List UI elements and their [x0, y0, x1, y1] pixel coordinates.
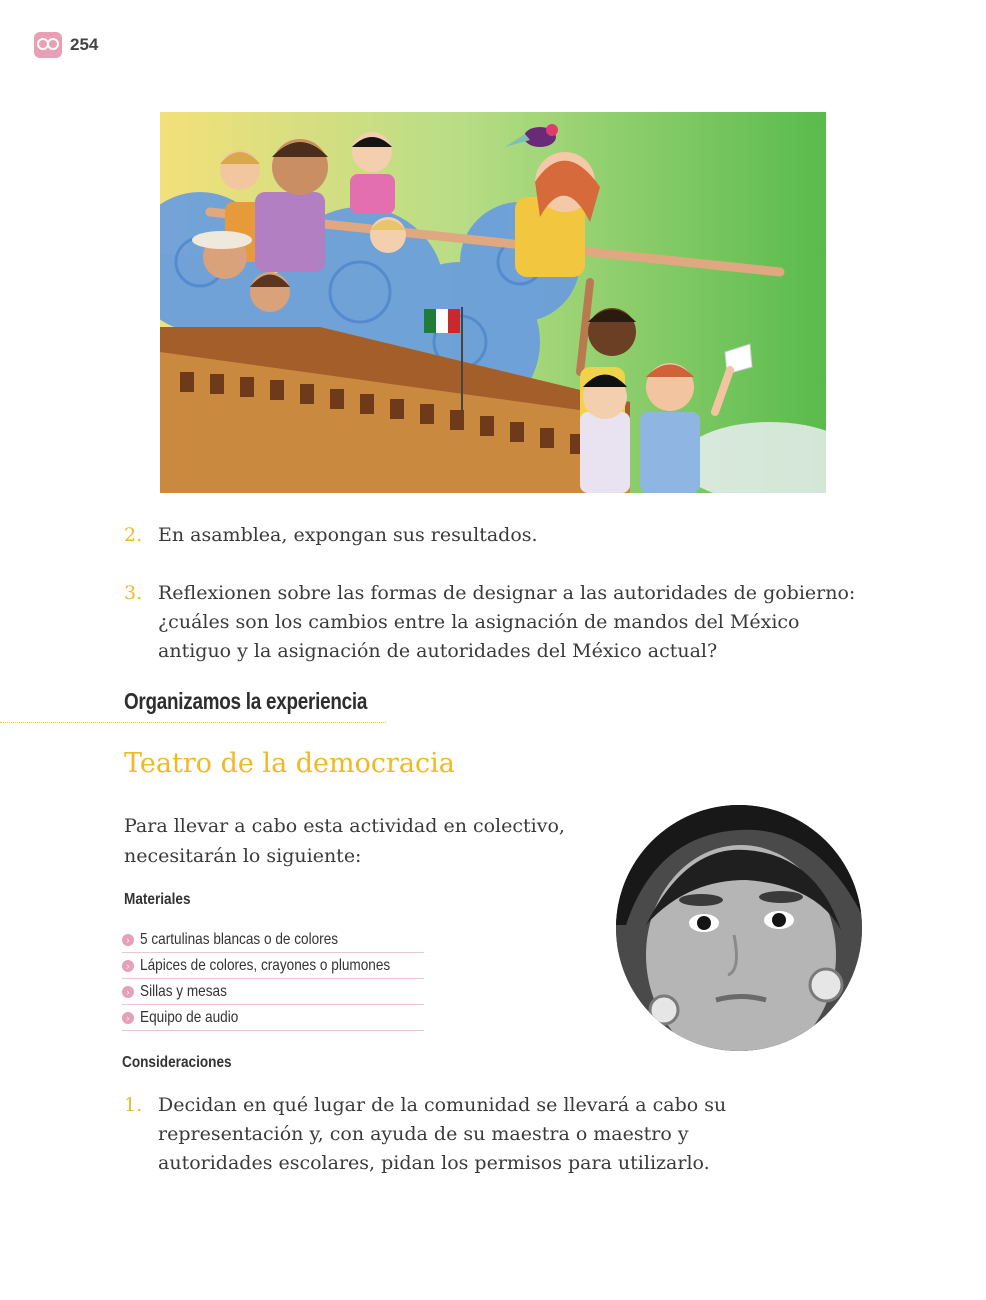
chevron-right-icon: ›	[122, 986, 134, 998]
materials-heading: Materiales	[124, 891, 191, 908]
chevron-right-icon: ›	[122, 934, 134, 946]
section-divider	[0, 722, 386, 723]
material-label: Lápices de colores, crayones o plumones	[140, 956, 391, 974]
item-number: 3.	[124, 582, 143, 604]
list-item	[122, 1005, 424, 1031]
list-item	[122, 927, 424, 953]
considerations-heading: Consideraciones	[122, 1054, 232, 1071]
item-text: Decidan en qué lugar de la comunidad se llevará a cabo su representación y, con ayuda de su maestra o maestro y autoridades escolares, pidan los permisos para utilizarlo.	[158, 1094, 727, 1174]
materials-list	[122, 927, 424, 1031]
intro-paragraph: Para llevar a cabo esta actividad en colectivo, necesitarán lo siguiente:	[124, 815, 565, 867]
item-number: 1.	[124, 1094, 143, 1116]
chevron-right-icon: ›	[122, 960, 134, 972]
list-item	[124, 579, 864, 666]
item-number: 2.	[124, 524, 143, 546]
list-item	[122, 979, 424, 1005]
item-text: En asamblea, expongan sus resultados.	[158, 524, 538, 546]
page-header	[34, 32, 98, 58]
material-label: 5 cartulinas blancas o de colores	[140, 930, 339, 948]
list-item	[124, 1091, 744, 1178]
item-text: Reflexionen sobre las formas de designar a las autoridades de gobierno: ¿cuáles son los cambios entre la asignación de mandos del México antiguo y la asignación de autoridades del México actual?	[158, 582, 856, 662]
book-icon	[34, 32, 62, 58]
list-item	[122, 953, 424, 979]
list-item	[124, 521, 844, 550]
activity-title: Teatro de la democracia	[124, 748, 455, 779]
page-number: 254	[70, 35, 99, 54]
chevron-right-icon: ›	[122, 1012, 134, 1024]
section-heading: Organizamos la experiencia	[124, 688, 368, 714]
portrait-photo	[616, 805, 862, 1051]
material-label: Sillas y mesas	[140, 982, 227, 1000]
material-label: Equipo de audio	[140, 1008, 239, 1026]
illustration	[160, 112, 826, 493]
